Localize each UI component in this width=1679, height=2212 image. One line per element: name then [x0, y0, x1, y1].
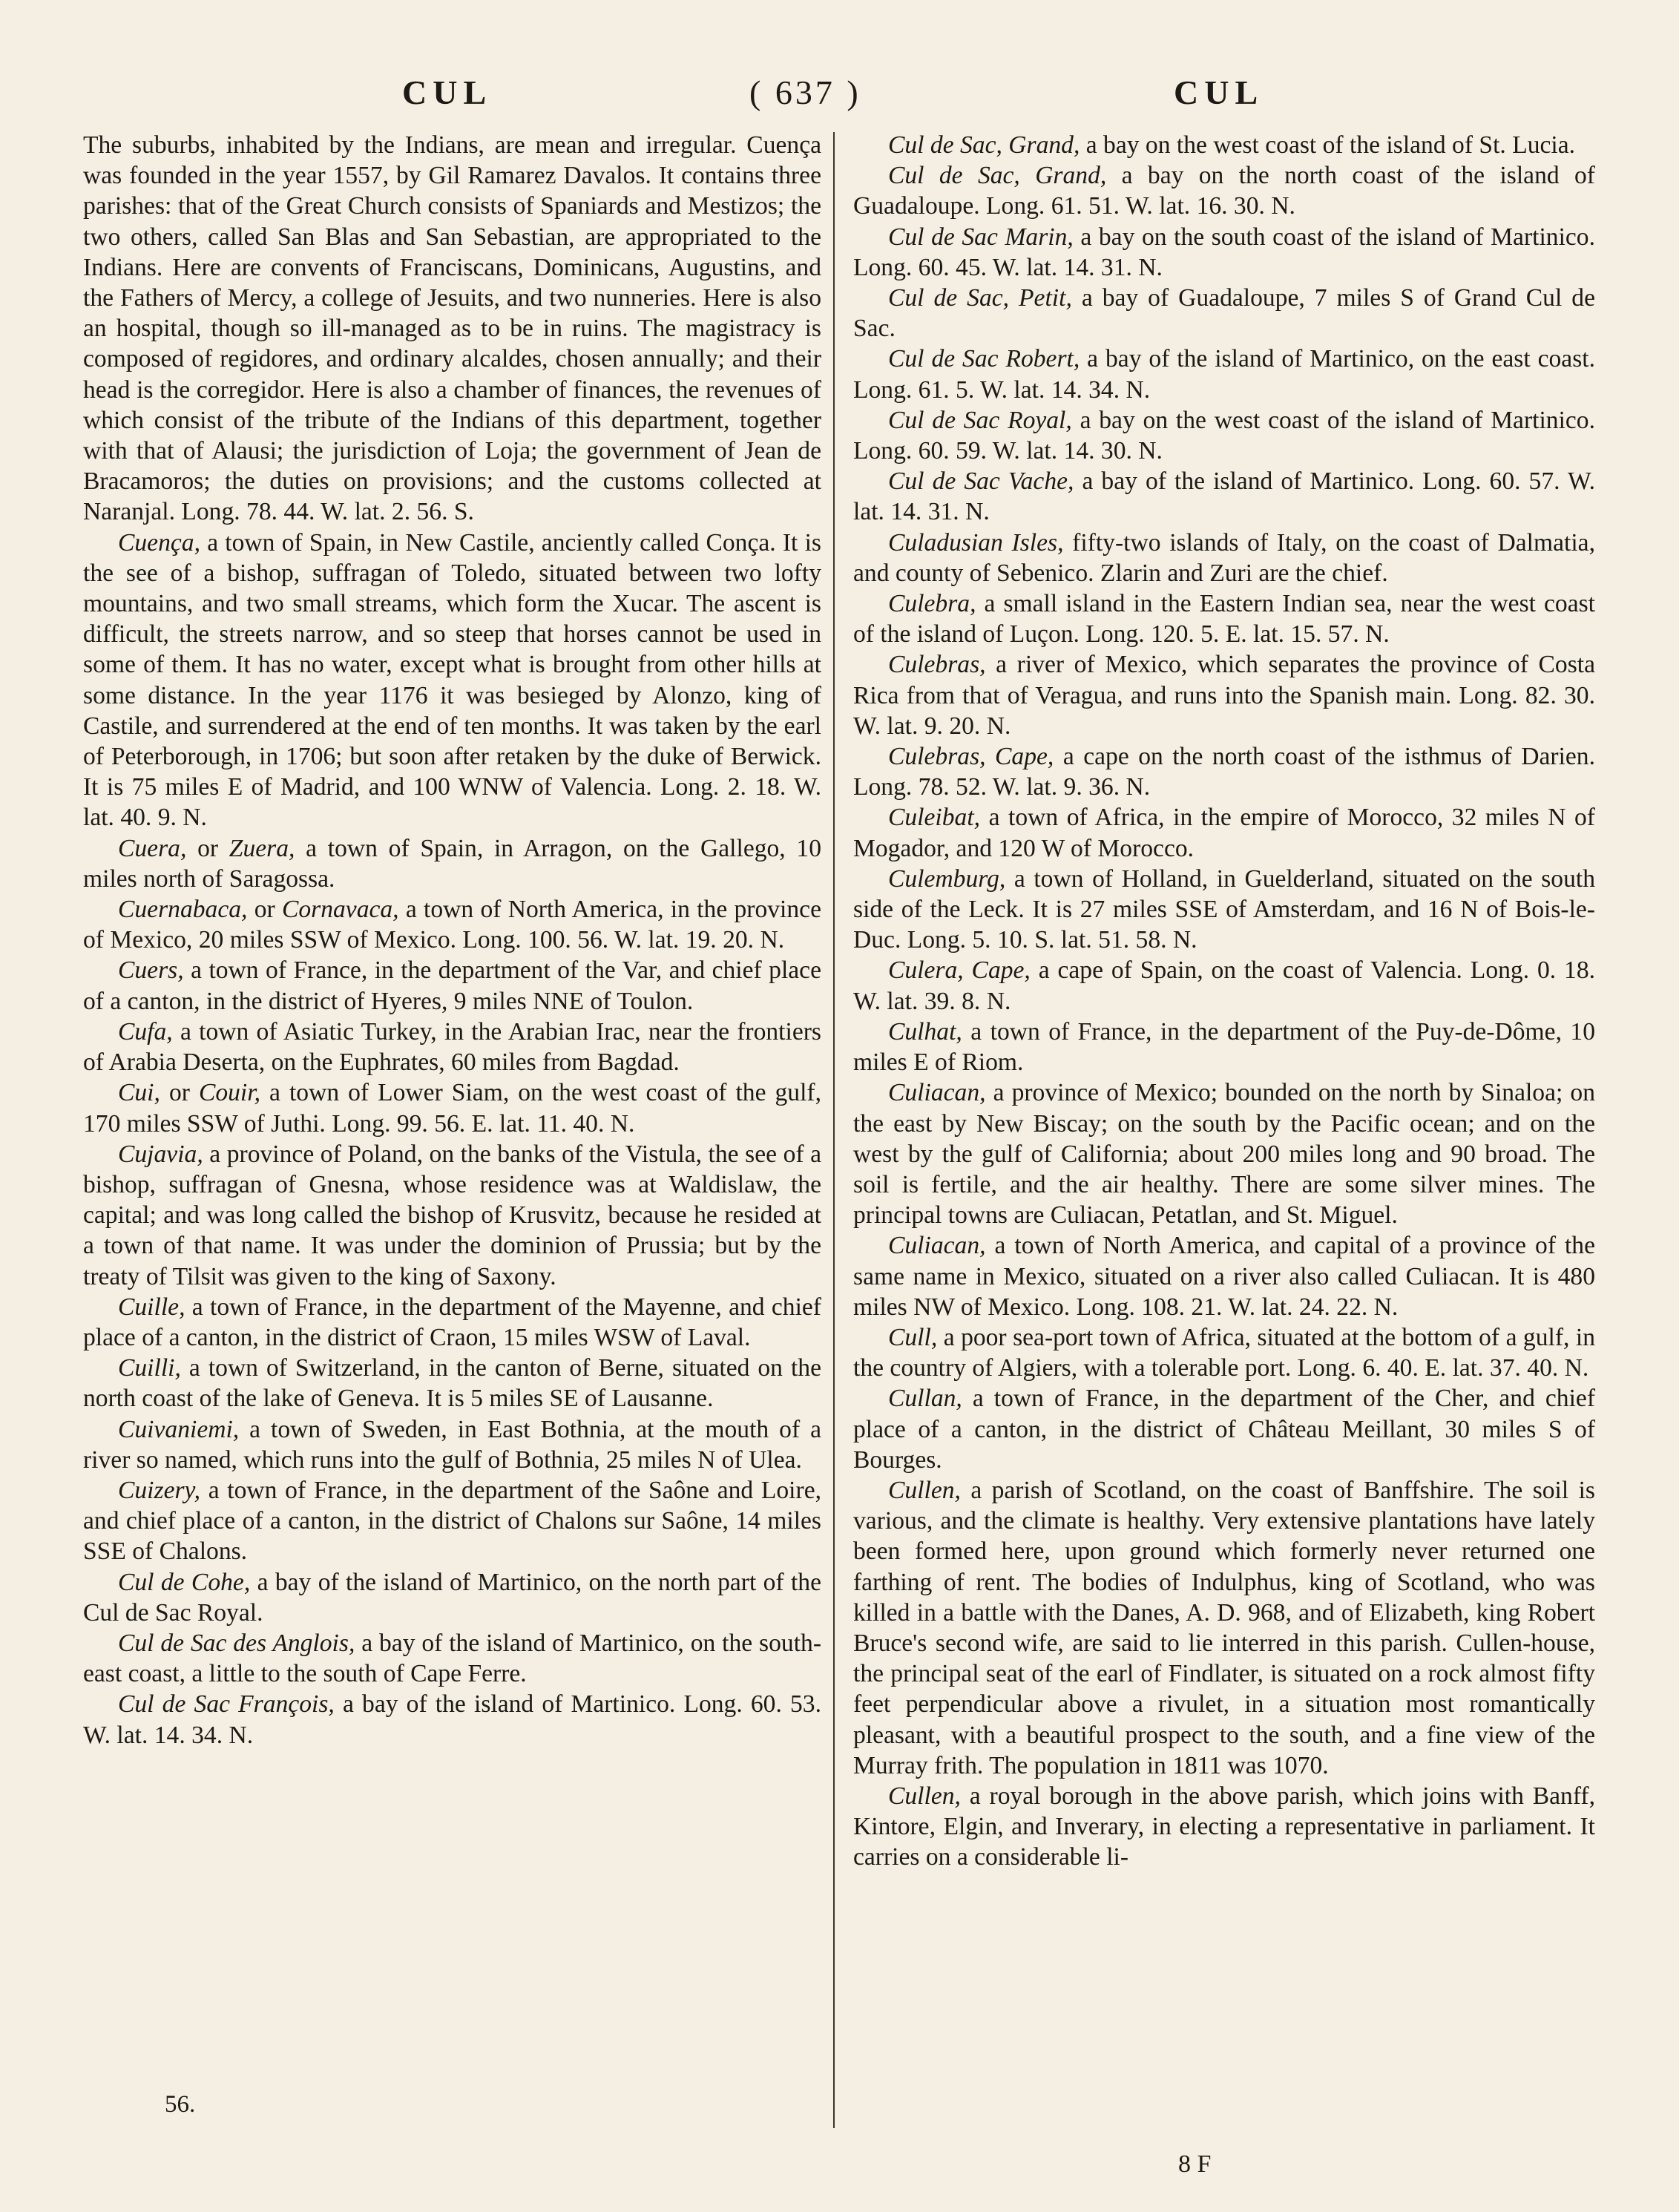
entry-text: a small island in the Eastern Indian sea, near the west coast of the island of Luçon. Long. 120. 5. E. lat. 15. 57. N.	[853, 590, 1595, 649]
entry-text: a town of France, in the department of the Puy-de-Dôme, 10 miles E of Riom.	[853, 1017, 1595, 1077]
headword: Cul de Sac, Petit,	[888, 284, 1072, 312]
headword: Cul de Sac des Anglois,	[118, 1629, 355, 1657]
dictionary-entry	[853, 741, 1595, 802]
entry-text: a cape of Spain, on the coast of Valencia. Long. 0. 18. W. lat. 39. 8. N.	[853, 956, 1595, 1015]
dictionary-entry	[83, 955, 821, 1016]
entry-text: fifty-two islands of Italy, on the coast of Dalmatia, and county of Sebenico. Zlarin and Zuri are the chief.	[853, 528, 1595, 587]
dictionary-entry	[853, 864, 1595, 956]
dictionary-entry	[83, 528, 821, 833]
running-head	[0, 73, 1679, 117]
page-number: ( 637 )	[749, 73, 861, 111]
entry-text: a cape on the north coast of the isthmus of Darien. Long. 78. 52. W. lat. 9. 36. N.	[853, 743, 1595, 801]
entry-text: or	[247, 896, 282, 924]
running-head-left: CUL	[402, 73, 493, 111]
dictionary-entry	[83, 1414, 821, 1475]
headword: Culemburg,	[888, 864, 1006, 893]
dictionary-entry	[853, 1017, 1595, 1077]
entry-text: a royal borough in the above parish, which joins with Banff, Kintore, Elgin, and Inverary, in electing a representative in parliament. It carries on a considerable li-	[853, 1782, 1595, 1871]
headword: Culadusian Isles,	[888, 528, 1064, 557]
entry-text: a town of Sweden, in East Bothnia, at the mouth of a river so named, which runs into the gulf of Bothnia, 25 miles N of Ulea.	[83, 1415, 821, 1474]
dictionary-entry	[853, 802, 1595, 863]
headword: Culebras, Cape,	[888, 743, 1054, 771]
headword: Cufa,	[118, 1017, 173, 1046]
right-column	[853, 130, 1595, 1873]
entry-text: a river of Mexico, which separates the province of Costa Rica from that of Veragua, and runs into the Spanish main. Long. 82. 30. W. lat. 9. 20. N.	[853, 651, 1595, 740]
headword: Cuilli,	[118, 1354, 181, 1382]
entry-text: a bay of the island of Martinico, on the north part of the Cul de Sac Royal.	[83, 1568, 821, 1627]
entry-text: or	[186, 834, 229, 862]
dictionary-entry	[83, 1628, 821, 1689]
entry-text: a town of Lower Siam, on the west coast of the gulf, 170 miles SSW of Juthi. Long. 99. 56. E. lat. 11. 40. N.	[83, 1079, 822, 1138]
entry-text: or	[160, 1079, 199, 1107]
headword: Culiacan,	[888, 1079, 986, 1107]
headword: Cul de Sac Marin,	[888, 223, 1074, 251]
entry-text: a bay of the island of Martinico, on the south-east coast, a little to the south of Cape Ferre.	[83, 1629, 821, 1688]
headword: Cul de Sac, Grand,	[888, 131, 1080, 159]
dictionary-entry	[83, 1139, 821, 1292]
dictionary-entry	[853, 955, 1595, 1016]
entry-text: a parish of Scotland, on the coast of Banffshire. The soil is various, and the climate is healthy. Very extensive plantations have lately been formed here, upon ground which formerly never returned one farthing of rent. The bodies of Indulphus, king of Scotland, who was killed in a battle with the Danes, A. D. 968, and of Elizabeth, king Robert Bruce's second wife, are said to lie interred in this parish. Cullen-house, the principal seat of the earl of Findlater, is situated on a rock almost fifty feet perpendicular above a rivulet, in a situation most romantically pleasant, with a beautiful prospect to the south, and a fine view of the Murray frith. The population in 1811 was 1070.	[853, 1476, 1595, 1779]
entry-text: a bay of the island of Martinico, on the east coast. Long. 61. 5. W. lat. 14. 34. N.	[853, 345, 1595, 404]
entry-text: a bay on the south coast of the island of Martinico. Long. 60. 45. W. lat. 14. 31. N.	[853, 223, 1595, 281]
entry-text: a town of Africa, in the empire of Morocco, 32 miles N of Mogador, and 120 W of Morocco.	[853, 804, 1595, 862]
entry-text: a town of Spain, in Arragon, on the Gallego, 10 miles north of Saragossa.	[83, 834, 822, 893]
dictionary-entry	[853, 130, 1595, 160]
dictionary-entry	[83, 1017, 821, 1077]
dictionary-entry	[83, 1077, 821, 1138]
left-column	[83, 130, 821, 1750]
headword: Cuers,	[118, 956, 184, 985]
headword: Culhat,	[888, 1017, 962, 1046]
headword: Culera, Cape,	[888, 956, 1031, 985]
entry-text: The suburbs, inhabited by the Indians, are mean and irregular. Cuença was founded in the year 1557, by Gil Ramarez Davalos. It contains three parishes: that of the Great Church consists of Spaniards and Mestizos; the two others, called San Blas and San Sebastian, are appropriated to the Indians. Here are convents of Franciscans, Dominicans, Augustins, and the Fathers of Mercy, a college of Jesuits, and two nunneries. Here is also an hospital, though so ill-managed as to be in ruins. The magistracy is composed of regidores, and ordinary alcaldes, chosen annually; and their head is the corregidor. Here is also a chamber of finances, the revenues of which consist of the tribute of the Indians of this department, together with that of Alausi; the jurisdiction of Loja; the government of Jean de Bracamoros; the duties on provisions; and the customs collected at Naranjal. Long. 78. 44. W. lat. 2. 56. S.	[83, 131, 821, 526]
headword: Cul de Sac Royal,	[888, 406, 1072, 434]
dictionary-entry	[83, 1353, 821, 1414]
dictionary-entry	[853, 160, 1595, 221]
headword: Cuera,	[118, 834, 187, 862]
dictionary-entry	[853, 1322, 1595, 1383]
column-divider	[833, 132, 835, 2128]
headword: Cul de Sac Robert,	[888, 345, 1080, 373]
entry-text: a bay on the west coast of the island of St. Lucia.	[1080, 131, 1576, 159]
entry-text: a bay of Guadaloupe, 7 miles S of Grand Cul de Sac.	[853, 284, 1595, 343]
headword: Cuença,	[118, 528, 200, 557]
headword: Cullan,	[888, 1385, 962, 1413]
entry-text: a town of France, in the department of the Var, and chief place of a canton, in the district of Hyeres, 9 miles NNE of Toulon.	[83, 956, 821, 1015]
headword: Cornavaca,	[281, 896, 399, 924]
headword: Cul de Sac François,	[118, 1690, 335, 1719]
dictionary-entry	[853, 588, 1595, 649]
dictionary-entry	[853, 1475, 1595, 1781]
entry-text: a town of France, in the department of the Cher, and chief place of a canton, in the district of Château Meillant, 30 miles S of Bourges.	[853, 1385, 1595, 1474]
dictionary-entry	[853, 528, 1595, 588]
dictionary-entry	[853, 1781, 1595, 1873]
folio-mark: 8 F	[1178, 2150, 1212, 2178]
headword: Cul de Sac Vache,	[888, 467, 1074, 496]
entry-text: a bay on the west coast of the island of Martinico. Long. 60. 59. W. lat. 14. 30. N.	[853, 406, 1595, 465]
dictionary-entry	[853, 649, 1595, 741]
headword: Cuernabaca,	[118, 896, 248, 924]
dictionary-entry	[853, 1230, 1595, 1322]
entry-text: a bay on the north coast of the island of Guadaloupe. Long. 61. 51. W. lat. 16. 30. N.	[853, 162, 1595, 220]
running-head-right: CUL	[1174, 73, 1264, 111]
dictionary-entry	[853, 1383, 1595, 1475]
dictionary-entry	[83, 1567, 821, 1628]
headword: Cullen,	[888, 1782, 961, 1810]
entry-text: a town of North America, and capital of a province of the same name in Mexico, situated on a river also called Culiacan. It is 480 miles NW of Mexico. Long. 108. 21. W. lat. 24. 22. N.	[853, 1232, 1595, 1321]
entry-text: a town of Asiatic Turkey, in the Arabian Irac, near the frontiers of Arabia Deserta, on the Euphrates, 60 miles from Bagdad.	[83, 1017, 821, 1077]
entry-text: a bay of the island of Martinico. Long. 60. 57. W. lat. 14. 31. N.	[853, 467, 1595, 526]
headword: Couir,	[198, 1079, 260, 1107]
headword: Cui,	[118, 1079, 160, 1107]
headword: Culebras,	[888, 651, 986, 679]
dictionary-entry	[83, 833, 821, 894]
dictionary-entry	[83, 1292, 821, 1353]
headword: Culebra,	[888, 590, 976, 618]
headword: Cuivaniemi,	[118, 1415, 240, 1443]
headword: Cul de Sac, Grand,	[888, 162, 1107, 190]
headword: Cujavia,	[118, 1140, 203, 1168]
headword: Culiacan,	[888, 1232, 986, 1260]
dictionary-entry	[853, 283, 1595, 344]
dictionary-entry	[83, 1475, 821, 1567]
dictionary-entry	[853, 466, 1595, 527]
dictionary-entry	[83, 130, 821, 528]
entry-text: a town of North America, in the province of Mexico, 20 miles SSW of Mexico. Long. 100. 56. W. lat. 19. 20. N.	[83, 896, 821, 954]
dictionary-entry	[853, 405, 1595, 466]
entry-text: a bay of the island of Martinico. Long. 60. 53. W. lat. 14. 34. N.	[83, 1690, 821, 1749]
headword: Cuille,	[118, 1293, 185, 1321]
entry-text: a province of Poland, on the banks of the Vistula, the see of a bishop, suffragan of Gnesna, whose residence was at Waldislaw, the capital; and was long called the bishop of Krusvitz, because he resided at a town of that name. It was under the dominion of Prussia; but by the treaty of Tilsit was given to the king of Saxony.	[83, 1140, 821, 1290]
dictionary-entry	[83, 1689, 821, 1750]
headword: Zuera,	[229, 834, 295, 862]
headword: Cuizery,	[118, 1476, 200, 1504]
entry-text: a province of Mexico; bounded on the north by Sinaloa; on the east by New Biscay; on the south by the Pacific ocean; and on the west by the gulf of California; about 200 miles long and 90 broad. The soil is fertile, and the air healthy. There are some silver mines. The principal towns are Culiacan, Petatlan, and St. Miguel.	[853, 1079, 1595, 1230]
entry-text: a town of France, in the department of the Mayenne, and chief place of a canton, in the district of Craon, 15 miles WSW of Laval.	[83, 1293, 821, 1351]
headword: Cul de Cohe,	[118, 1568, 251, 1596]
headword: Cull,	[888, 1323, 938, 1351]
signature-mark: 56.	[165, 2091, 196, 2118]
entry-text: a town of Switzerland, in the canton of Berne, situated on the north coast of the lake of Geneva. It is 5 miles SE of Lausanne.	[83, 1354, 821, 1413]
entry-text: a poor sea-port town of Africa, situated at the bottom of a gulf, in the country of Algiers, with a tolerable port. Long. 6. 40. E. lat. 37. 40. N.	[853, 1323, 1595, 1382]
dictionary-entry	[853, 222, 1595, 283]
entry-text: a town of France, in the department of the Saône and Loire, and chief place of a canton, in the district of Chalons sur Saône, 14 miles SSE of Chalons.	[83, 1476, 821, 1566]
headword: Cullen,	[888, 1476, 961, 1504]
entry-text: a town of Spain, in New Castile, anciently called Conça. It is the see of a bishop, suffragan of Toledo, situated between two lofty mountains, and two small streams, which form the Xucar. The ascent is difficult, the streets narrow, and so steep that horses cannot be used in some of them. It has no water, except what is brought from other hills at some distance. In the year 1176 it was besieged by Alonzo, king of Castile, and surrendered at the end of ten months. It was taken by the earl of Peterborough, in 1706; but soon after retaken by the duke of Berwick. It is 75 miles E of Madrid, and 100 WNW of Valencia. Long. 2. 18. W. lat. 40. 9. N.	[83, 528, 821, 832]
headword: Culeibat,	[888, 804, 981, 832]
dictionary-entry	[853, 344, 1595, 404]
dictionary-entry	[853, 1077, 1595, 1230]
dictionary-entry	[83, 894, 821, 955]
entry-text: a town of Holland, in Guelderland, situated on the south side of the Leck. It is 27 miles SSE of Amsterdam, and 16 N of Bois-le-Duc. Long. 5. 10. S. lat. 51. 58. N.	[853, 864, 1595, 954]
